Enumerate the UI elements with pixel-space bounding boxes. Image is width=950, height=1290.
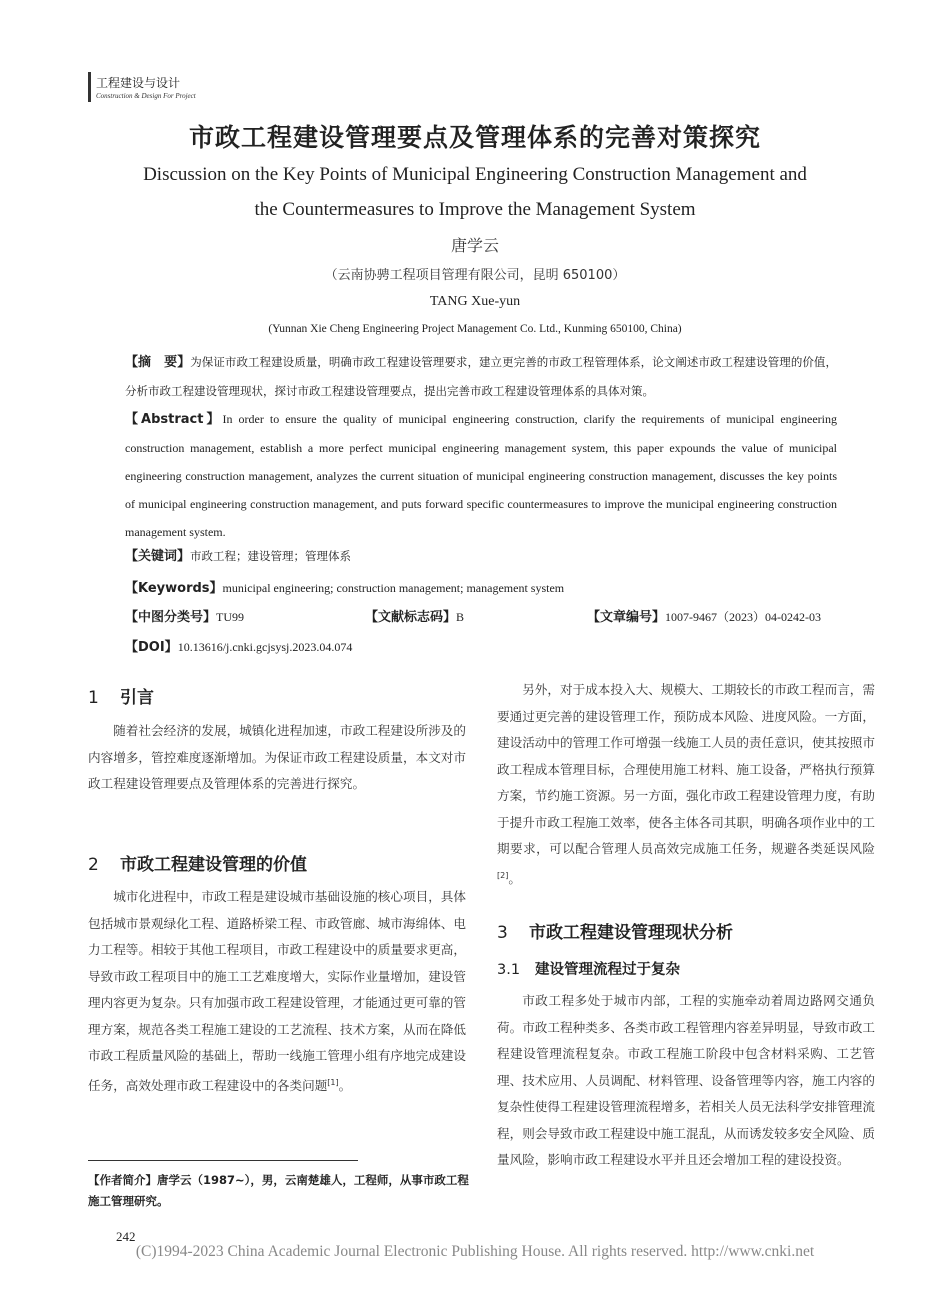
article-title-en-line2: the Countermeasures to Improve the Management System: [254, 199, 696, 220]
keywords-en: [125, 577, 837, 596]
article-title-cn: 市政工程建设管理要点及管理体系的完善对策探究: [188, 123, 761, 152]
affiliation-cn: （云南协骋工程项目管理有限公司，昆明 650100）: [324, 268, 626, 283]
keywords-cn-text: 市政工程；建设管理；管理体系: [190, 549, 352, 563]
article-title-en-line1: Discussion on the Key Points of Municipal Engineering Construction Management and: [143, 164, 807, 185]
affiliation-en: (Yunnan Xie Cheng Engineering Project Management Co. Ltd., Kunming 650100, China): [268, 323, 682, 335]
section-2-paragraph: 城市化进程中，市政工程是建设城市基础设施的核心项目，具体包括城市景观绿化工程、道路桥梁工程、市政管廊、城市海绵体、电力工程等。相较于其他工程项目，市政工程建设中的质量要求更高，导致市政工程项目中的施工工艺难度增大，实际作业量增加，建设管理内容更为复杂。只有加强市政工程建设管理，才能通过更可靠的管理方案，规范各类工程施工建设的工艺流程、技术方案，从而在降低市政工程质量风险的基础上，帮助一线施工管理小组有序地完成建设任务，高效处理市政工程建设中的各类问题[1]。: [88, 889, 466, 1093]
article-number: 【文章编号】1007-9467（2023）04-0242-03: [587, 610, 822, 625]
author-en: TANG Xue-yun: [429, 294, 521, 309]
abstract-cn-label: 【摘 要】: [125, 355, 191, 370]
doi: 【DOI】10.13616/j.cnki.gcjsysj.2023.04.074: [125, 640, 353, 655]
keywords-cn: [125, 545, 837, 564]
copyright-notice: (C)1994-2023 China Academic Journal Electronic Publishing House. All rights reserved. http://www.cnki.net: [135, 1243, 815, 1260]
section-2-heading: 2 市政工程建设管理的价值: [88, 855, 307, 875]
section-3-1-heading: 3.1 建设管理流程过于复杂: [497, 962, 680, 978]
abstract-cn-text: 为保证市政工程建设质量，明确市政工程建设管理要求，建立更完善的市政工程管理体系，论文阐述市政工程建设管理的价值，分析市政工程建设管理现状，探讨市政工程建设管理要点，提出完善市政工程建设管理体系的具体对策。: [125, 355, 837, 398]
section-2-paragraph-continued: 另外，对于成本投入大、规模大、工期较长的市政工程而言，需要通过更完善的建设管理工作，预防成本风险、进度风险。一方面，建设活动中的管理工作可增强一线施工人员的责任意识，使其按照市政工程成本管理目标，合理使用施工材料、施工设备，严格执行预算方案，节约施工资源。另一方面，强化市政工程建设管理力度，有助于提升市政工程施工效率，使各主体各司其职，明确各项作业中的工期要求，可以配合管理人员高效完成施工任务，规避各类延误风险[2]。: [497, 682, 875, 886]
author-footnote: 【作者简介】唐学云（1987~），男，云南楚雄人，工程师，从事市政工程施工管理研究。: [88, 1173, 469, 1208]
section-1-heading: 1 引言: [88, 688, 154, 708]
section-1-paragraph: 随着社会经济的发展，城镇化进程加速，市政工程建设所涉及的内容增多，管控难度逐渐增加。为保证市政工程建设质量，本文对市政工程建设管理要点及管理体系的完善进行探究。: [88, 723, 466, 791]
author-cn: 唐学云: [450, 236, 499, 255]
abstract-cn: [125, 348, 837, 406]
abstract-en: [125, 405, 837, 546]
section-3-1-paragraph: 市政工程多处于城市内部，工程的实施牵动着周边路网交通负荷。市政工程种类多、各类市政工程管理内容差异明显，导致市政工程建设管理流程复杂。市政工程施工阶段中包含材料采购、工艺管理、技术应用、人员调配、材料管理、设备管理等内容，施工内容的复杂性使得工程建设管理流程增多，若相关人员无法科学安排管理流程，则会导致市政工程建设中施工混乱，从而诱发较多安全风险、质量风险，影响市政工程建设水平并且还会增加工程的建设投资。: [497, 993, 875, 1167]
keywords-cn-label: 【关键词】: [125, 549, 191, 564]
keywords-en-label: 【Keywords】: [125, 581, 223, 596]
journal-name-en: Construction & Design For Project: [96, 92, 196, 100]
journal-name-cn: 工程建设与设计: [96, 76, 181, 90]
clc-number: 【中图分类号】TU99: [125, 610, 245, 625]
section-3-heading: 3 市政工程建设管理现状分析: [497, 923, 733, 943]
document-code: 【文献标志码】B: [365, 610, 465, 625]
abstract-en-label: 【Abstract】: [125, 412, 223, 427]
abstract-en-text: In order to ensure the quality of municipal engineering construction, clarify the requirements of municipal engineering construction management, establish a more perfect municipal engineering management system, this paper expounds the value of municipal engineering construction management, analyzes the current situation of municipal engineering construction management, discusses the key points of municipal engineering construction management, and puts forward specific countermeasures to improve the municipal engineering construction management system.: [125, 412, 837, 539]
footnote-rule: [88, 1160, 358, 1161]
journal-header-bar: [88, 72, 91, 102]
page-number: 242: [116, 1229, 136, 1244]
keywords-en-text: municipal engineering; construction management; management system: [222, 581, 565, 595]
